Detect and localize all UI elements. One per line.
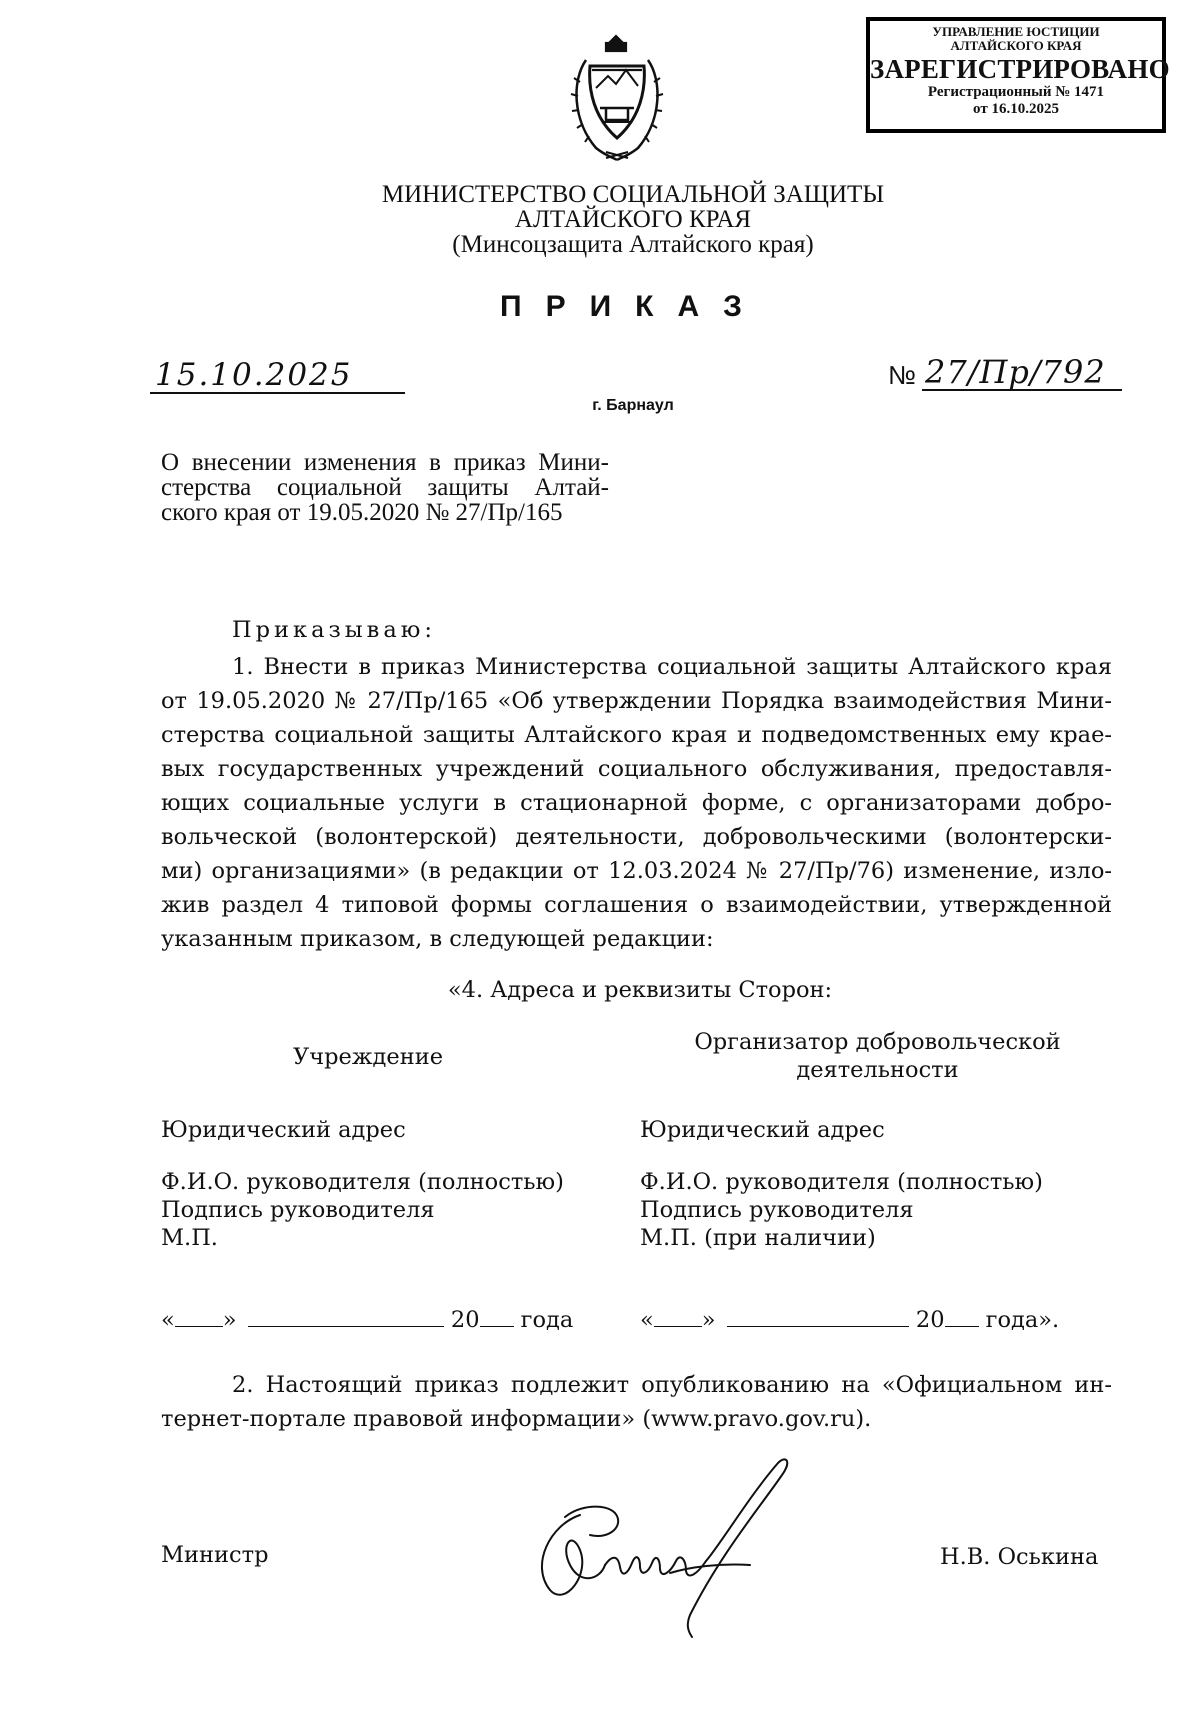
minister-position: Министр — [161, 1542, 269, 1568]
left-column-heading: Учреждение — [292, 1044, 444, 1070]
year-blank — [945, 1304, 979, 1327]
subject-line: О внесении изменения в приказ Мини- — [161, 449, 609, 476]
document-type-title: ПРИКАЗ — [500, 290, 766, 323]
right-seal-label: М.П. (при наличии) — [640, 1225, 876, 1251]
month-blank — [248, 1304, 444, 1327]
left-date-line — [161, 1304, 573, 1333]
number-underline — [922, 389, 1122, 391]
section-title: «4. Адреса и реквизиты Сторон: — [447, 977, 833, 1003]
date-underline — [150, 392, 405, 394]
right-signature-fields — [640, 1168, 1043, 1252]
stamp-status: ЗАРЕГИСТРИРОВАНО — [870, 54, 1170, 84]
ministry-name-line2: АЛТАЙСКОГО КРАЯ — [514, 206, 752, 233]
right-head-name: Ф.И.О. руководителя (полностью) — [640, 1169, 1043, 1195]
right-heading-line1: Организатор добровольческой — [694, 1029, 1061, 1055]
left-seal-label: М.П. — [161, 1225, 218, 1251]
paragraph-line: ющих социальные услуги в стационарной форме, с организаторами добро- — [161, 790, 1112, 816]
subject-line: стерства социальной защиты Алтай- — [161, 474, 609, 501]
paragraph-line: тернет-портале правовой информации» (www.pravo.gov.ru). — [161, 1406, 872, 1432]
right-signature-label: Подпись руководителя — [640, 1197, 914, 1223]
paragraph-line: от 19.05.2020 № 27/Пр/165 «Об утверждении Порядка взаимодействия Мини- — [161, 688, 1112, 714]
number-sign: № — [888, 360, 916, 390]
left-signature-fields — [161, 1168, 564, 1252]
paragraph-line: 2. Настоящий приказ подлежит опубликованию на «Официальном ин- — [232, 1372, 1112, 1398]
quote-open: « — [161, 1307, 175, 1333]
ministry-name-line1: МИНИСТЕРСТВО СОЦИАЛЬНОЙ ЗАЩИТЫ — [381, 181, 885, 208]
quote-open: « — [640, 1307, 654, 1333]
subject-line: ского края от 19.05.2020 № 27/Пр/165 — [161, 499, 563, 526]
right-date-line — [640, 1304, 1059, 1333]
handwritten-order-number: 27/Пр/792 — [925, 353, 1106, 391]
paragraph-line: вольческой (волонтерской) деятельности, добровольческими (волонтерски- — [161, 824, 1112, 850]
right-heading-line2: деятельности — [796, 1057, 959, 1083]
paragraph-line: стерства социальной защиты Алтайского края и подведомственных ему крае- — [161, 722, 1112, 748]
month-blank — [727, 1304, 909, 1327]
quote-close: » — [222, 1307, 237, 1333]
paragraph-line: жив раздел 4 типовой формы соглашения о взаимодействии, утвержденной — [161, 892, 1112, 918]
stamp-agency-line1: УПРАВЛЕНИЕ ЮСТИЦИИ — [932, 24, 1100, 39]
paragraph-line: ми) организациями» (в редакции от 12.03.2024 № 27/Пр/76) изменение, изло- — [161, 858, 1112, 884]
registration-stamp — [866, 17, 1170, 133]
century: 20 — [915, 1307, 945, 1333]
city-label: г. Барнаул — [592, 397, 674, 414]
year-word: года». — [985, 1307, 1060, 1333]
left-head-name: Ф.И.О. руководителя (полностью) — [161, 1169, 564, 1195]
handwritten-signature-icon — [520, 1455, 820, 1645]
paragraph-line: вых государственных учреждений социального обслуживания, предоставля- — [161, 756, 1112, 782]
paragraph-line: указанным приказом, в следующей редакции: — [161, 926, 714, 952]
stamp-reg-date: от 16.10.2025 — [973, 101, 1059, 117]
right-legal-address: Юридический адрес — [640, 1117, 885, 1143]
right-column-heading — [640, 1028, 1115, 1084]
year-blank — [480, 1304, 514, 1327]
day-blank — [654, 1304, 702, 1327]
left-legal-address: Юридический адрес — [161, 1117, 406, 1143]
minister-name: Н.В. Оськина — [940, 1544, 1099, 1570]
handwritten-date: 15.10.2025 — [155, 357, 353, 393]
order-subject — [161, 450, 609, 525]
quote-close: » — [701, 1307, 716, 1333]
paragraph-line: 1. Внести в приказ Министерства социальной защиты Алтайского края — [232, 654, 1112, 680]
year-word: года — [520, 1307, 574, 1333]
stamp-reg-number: Регистрационный № 1471 — [927, 84, 1105, 100]
order-word: Приказываю: — [232, 617, 436, 643]
altai-krai-coat-of-arms-icon — [566, 30, 668, 165]
stamp-agency-line2: АЛТАЙСКОГО КРАЯ — [950, 38, 1082, 53]
day-blank — [175, 1304, 223, 1327]
left-signature-label: Подпись руководителя — [161, 1197, 435, 1223]
ministry-short-name: (Минсоцзащита Алтайского края) — [452, 231, 814, 258]
century: 20 — [450, 1307, 480, 1333]
